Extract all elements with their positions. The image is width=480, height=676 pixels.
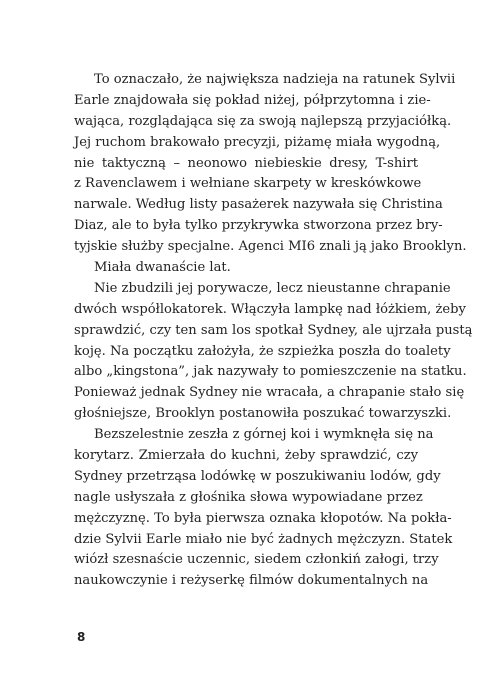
text-line: Diaz, ale to była tylko przykrywka stworzona przez bry-: [74, 218, 443, 234]
text-line: albo „kingstona”, jak nazywały to pomieszczenie na statku.: [74, 364, 467, 380]
text-line: korytarz. Zmierzała do kuchni, żeby sprawdzić, czy: [74, 448, 418, 464]
text-line: nie taktyczną – neonowo niebieskie dresy, T-shirt: [74, 155, 418, 171]
body-text: [74, 70, 473, 592]
text-line: Bezszelestnie zeszła z górnej koi i wymknęła się na: [94, 427, 434, 443]
paragraph-2: [74, 258, 418, 279]
paragraph-1: [74, 70, 467, 258]
text-line: wająca, rozglądająca się za swoją najlepszą przyjaciółką.: [74, 113, 452, 129]
text-line: z Ravenclawem i wełniane skarpety w kreskówkowe: [74, 176, 422, 192]
text-line: mężczyznę. To była pierwsza oznaka kłopotów. Na pokła-: [74, 510, 452, 526]
text-line: Sydney przetrząsa lodówkę w poszukiwaniu lodów, gdy: [74, 468, 441, 484]
text-line: dwóch współlokatorek. Włączyła lampkę nad łóżkiem, żeby: [74, 301, 466, 317]
paragraph-3: [74, 279, 473, 425]
text-line: sprawdzić, czy ten sam los spotkał Sydney, ale ujrzała pustą: [74, 322, 473, 338]
text-line: To oznaczało, że największa nadzieja na ratunek Sylvii: [94, 72, 456, 87]
text-line: koję. Na początku założyła, że szpieżka poszła do toalety: [74, 343, 451, 359]
page-number: 8: [77, 630, 86, 644]
text-line: wiózł szesnaście uczennic, siedem członkiń załogi, trzy: [74, 552, 439, 568]
text-line: Ponieważ jednak Sydney nie wracała, a chrapanie stało się: [74, 385, 465, 401]
text-line: naukowczynie i reżyserkę filmów dokumentalnych na: [74, 573, 429, 589]
text-line: narwale. Według listy pasażerek nazywała się Christina: [74, 197, 443, 213]
text-line: Earle znajdowała się pokład niżej, półprzytomna i zie-: [74, 92, 431, 108]
text-line: nagle usłyszała z głośnika słowa wypowiadane przez: [74, 489, 423, 505]
text-line: dzie Sylvii Earle miało nie być żadnych mężczyzn. Statek: [74, 531, 453, 547]
text-line: Nie zbudzili jej porywacze, lecz nieustanne chrapanie: [94, 280, 451, 296]
text-line: głośniejsze, Brooklyn postanowiła poszukać towarzyszki.: [74, 406, 452, 422]
text-line: Miała dwanaście lat.: [94, 260, 231, 276]
text-line: tyjskie służby specjalne. Agenci MI6 znali ją jako Brooklyn.: [74, 239, 467, 255]
paragraph-4: [74, 425, 453, 592]
text-line: Jej ruchom brakowało precyzji, piżamę miała wygodną,: [74, 134, 441, 150]
